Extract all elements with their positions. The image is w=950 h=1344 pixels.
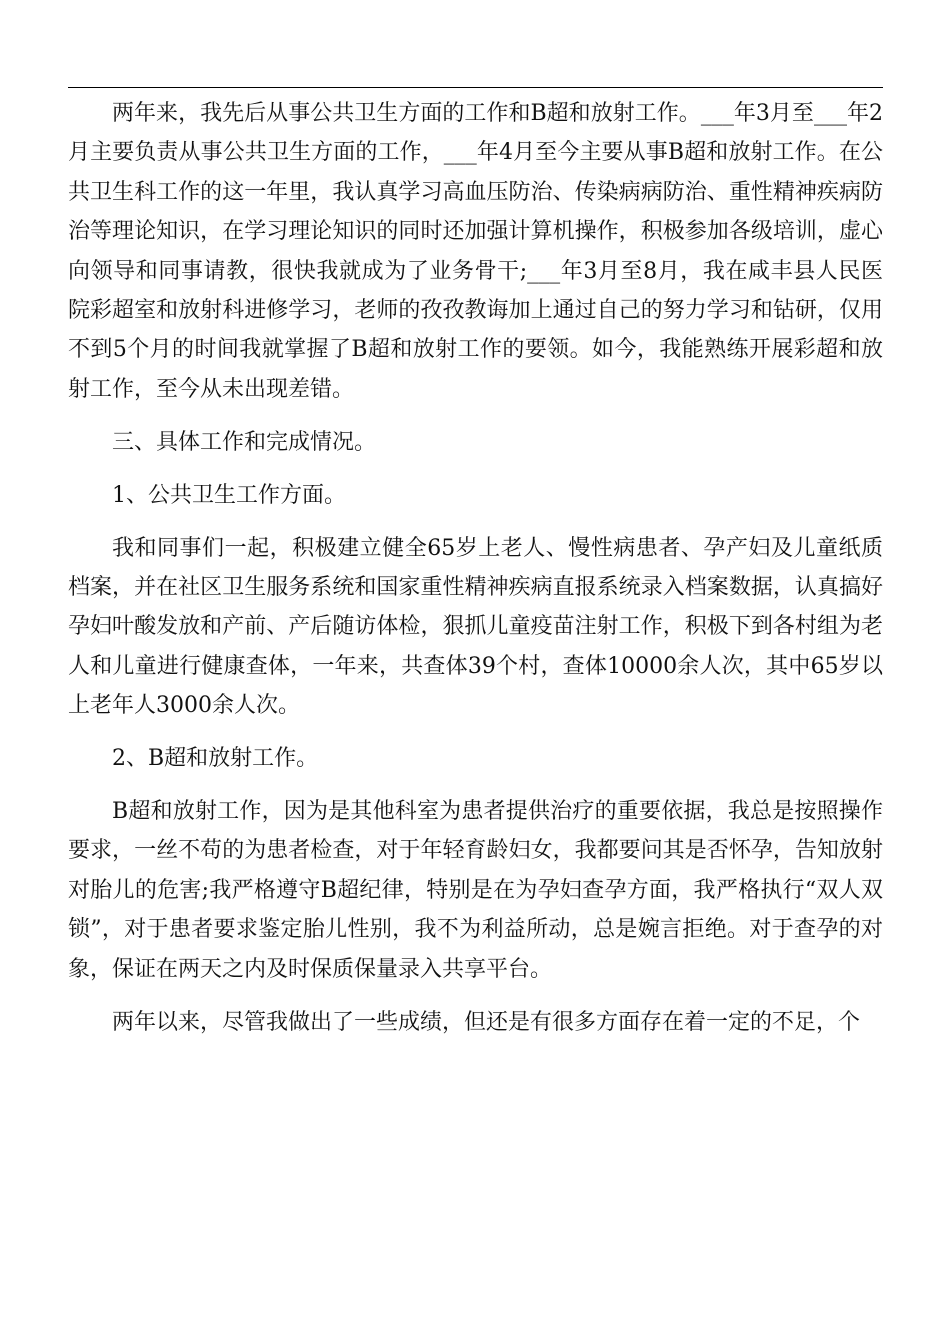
paragraph-section-heading: 三、具体工作和完成情况。 — [112, 429, 377, 455]
paragraph-public-health-work: 我和同事们一起，积极建立健全65岁上老人、慢性病患者、孕产妇及儿童纸质档案，并在社区卫生服务系统和国家重性精神疾病直报系统录入档案数据，认真搞好孕妇叶酸发放和产前、产后随访体检，狠抓儿童疫苗注射工作，积极下到各村组为老人和儿童进行健康查体，一年来，共查体39个村，查体10000余人次，其中65岁以上老年人3000余人次。 — [68, 535, 883, 719]
paragraph-subheading-ultrasound: 2、B超和放射工作。 — [112, 746, 319, 772]
header-rule — [68, 87, 883, 88]
paragraph-work-history: 两年来，我先后从事公共卫生方面的工作和B超和放射工作。___年3月至___年2月主要负责从事公共卫生方面的工作，___年4月至今主要从事B超和放射工作。在公共卫生科工作的这一年里，我认真学习高血压防治、传染病病防治、重性精神疾病防治等理论知识，在学习理论知识的同时还加强计算机操作，积极参加各级培训，虚心向领导和同事请教，很快我就成为了业务骨干;___年3月至8月，我在咸丰县人民医院彩超室和放射科进修学习，老师的孜孜教诲加上通过自己的努力学习和钻研，仅用不到5个月的时间我就掌握了B超和放射工作的要领。如今，我能熟练开展彩超和放射工作，至今从未出现差错。 — [68, 101, 883, 402]
paragraph-ultrasound-work: B超和放射工作，因为是其他科室为患者提供治疗的重要依据，我总是按照操作要求，一丝不苟的为患者检查，对于年轻育龄妇女，我都要问其是否怀孕，告知放射对胎儿的危害;我严格遵守B超纪律，特别是在为孕妇查孕方面，我严格执行“双人双锁”，对于患者要求鉴定胎儿性别，我不为利益所动，总是婉言拒绝。对于查孕的对象，保证在两天之内及时保质保量录入共享平台。 — [68, 799, 883, 982]
document-body — [68, 94, 883, 1055]
paragraph-summary: 两年以来，尽管我做出了一些成绩，但还是有很多方面存在着一定的不足，个 — [112, 1009, 861, 1035]
paragraph-subheading-public-health: 1、公共卫生工作方面。 — [112, 482, 346, 508]
